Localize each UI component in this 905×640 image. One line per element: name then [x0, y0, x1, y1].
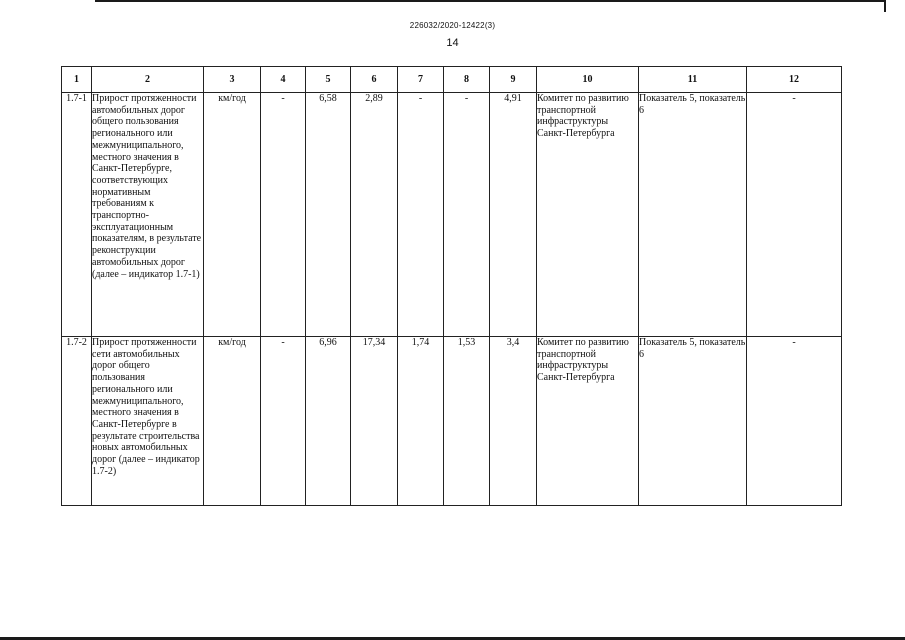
document-id: 226032/2020-12422(3): [409, 21, 496, 30]
related-indicators: Показатель 5, показатель 6: [639, 337, 747, 506]
responsible-org: Комитет по развитию транспортной инфраструктуры Санкт-Петербурга: [537, 93, 639, 337]
column-header: 10: [537, 67, 639, 93]
value-cell: -: [398, 93, 444, 337]
value-cell: 2,89: [351, 93, 398, 337]
value-cell: 3,4: [490, 337, 537, 506]
row-number: 1.7-1: [62, 93, 92, 337]
page-number: 14: [446, 37, 459, 49]
column-header: 1: [62, 67, 92, 93]
table-row: [62, 337, 842, 506]
related-indicators: Показатель 5, показатель 6: [639, 93, 747, 337]
column-header: 2: [92, 67, 204, 93]
value-cell: -: [261, 93, 306, 337]
indicator-name: Прирост протяженности автомобильных дорог общего пользования регионального или межмуниципального, местного значения в Санкт-Петербурге, соответствующих нормативным требованиям к транспортно-эксплуатационным показателям, в результате реконструкции автомобильных дорог (далее – индикатор 1.7-1): [92, 93, 204, 337]
value-cell: -: [444, 93, 490, 337]
column-header: 9: [490, 67, 537, 93]
table-header-row: [62, 67, 842, 93]
unit-cell: км/год: [204, 337, 261, 506]
responsible-org: Комитет по развитию транспортной инфраструктуры Санкт-Петербурга: [537, 337, 639, 506]
value-cell: 6,58: [306, 93, 351, 337]
value-cell: -: [747, 93, 842, 337]
column-header: 7: [398, 67, 444, 93]
row-number: 1.7-2: [62, 337, 92, 506]
indicator-table: [61, 66, 842, 506]
column-header: 8: [444, 67, 490, 93]
unit-cell: км/год: [204, 93, 261, 337]
value-cell: 6,96: [306, 337, 351, 506]
scan-edge-top: [95, 0, 885, 2]
column-header: 5: [306, 67, 351, 93]
column-header: 6: [351, 67, 398, 93]
column-header: 4: [261, 67, 306, 93]
column-header: 11: [639, 67, 747, 93]
indicator-name: Прирост протяженности сети автомобильных дорог общего пользования регионального или межмуниципального, местного значения в Санкт-Петербурге в результате строительства новых автомобильных дорог (далее – индикатор 1.7-2): [92, 337, 204, 506]
table-row: [62, 93, 842, 337]
value-cell: -: [261, 337, 306, 506]
value-cell: 17,34: [351, 337, 398, 506]
value-cell: 1,74: [398, 337, 444, 506]
scan-edge-right: [884, 0, 886, 12]
value-cell: 4,91: [490, 93, 537, 337]
column-header: 3: [204, 67, 261, 93]
column-header: 12: [747, 67, 842, 93]
value-cell: -: [747, 337, 842, 506]
value-cell: 1,53: [444, 337, 490, 506]
